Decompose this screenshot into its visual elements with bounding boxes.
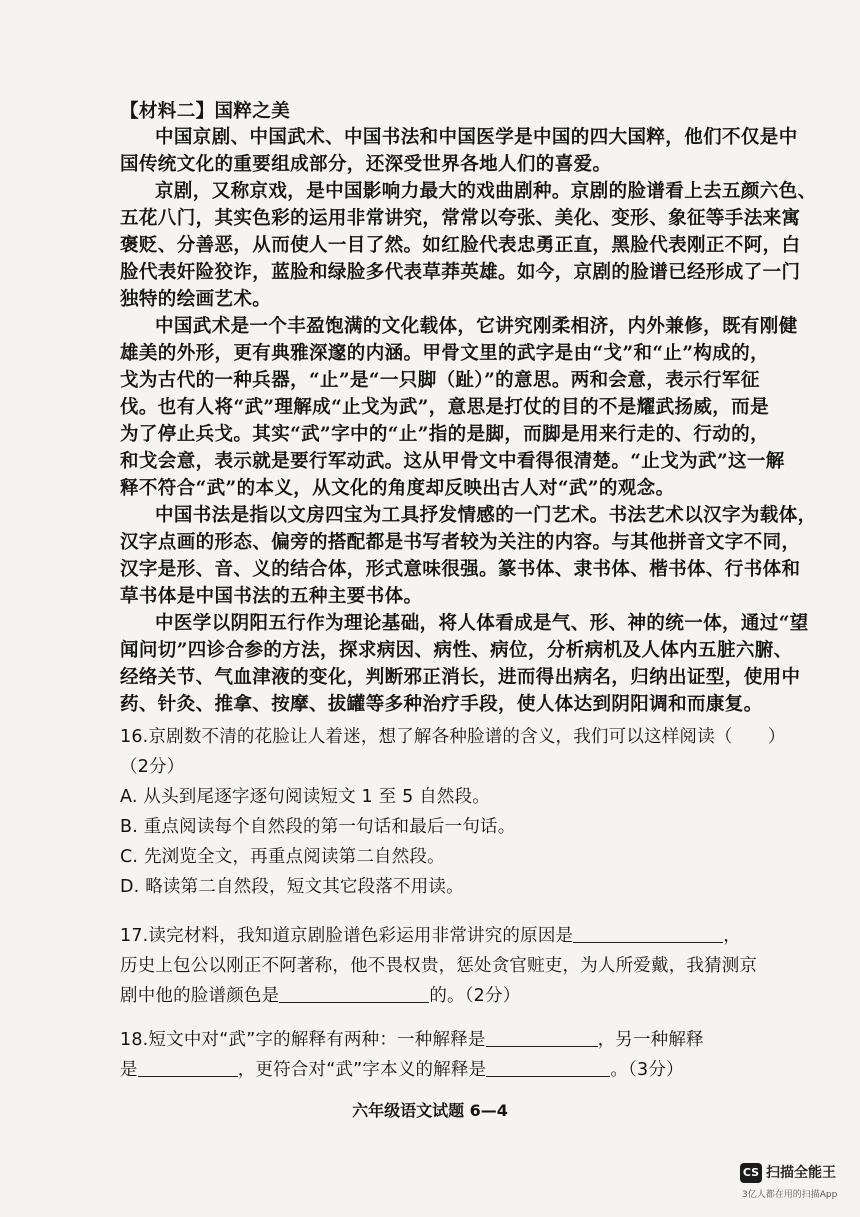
question-16-option-b: B. 重点阅读每个自然段的第一句话和最后一句话。 xyxy=(120,817,516,837)
scanner-logo-icon: CS xyxy=(740,1163,762,1183)
question-17-score: 的。（2分） xyxy=(429,986,521,1006)
question-17-blank-2[interactable] xyxy=(279,984,429,1003)
para-line: 中国书法是指以文房四宝为工具抒发情感的一门艺术。书法艺术以汉字为载体， xyxy=(155,505,817,526)
question-18-blank-3[interactable] xyxy=(486,1058,610,1077)
para-line: 为了停止兵戈。其实“武”字中的“止”指的是脚，而脚是用来行走的、行动的， xyxy=(120,424,769,445)
question-18-text: 是 xyxy=(120,1060,138,1080)
question-18-text: ，更符合对“武”字本义的解释是 xyxy=(237,1060,487,1080)
para-line: 中医学以阴阳五行作为理论基础，将人体看成是气、形、神的统一体，通过“望 xyxy=(155,613,809,634)
question-18-text: 18.短文中对“武”字的解释有两种：一种解释是 xyxy=(120,1030,486,1050)
para-line: 中国京剧、中国武术、中国书法和中国医学是中国的四大国粹，他们不仅是中 xyxy=(155,127,798,148)
para-line: 伐。也有人将“武”理解成“止戈为武”，意思是打仗的目的不是耀武扬威，而是 xyxy=(120,397,769,418)
para-line: 药、针灸、推拿、按摩、拔罐等多种治疗手段，使人体达到阴阳调和而康复。 xyxy=(120,694,763,715)
para-line: 脸代表奸险狡诈，蓝脸和绿脸多代表草莽英雄。如今，京剧的脸谱已经形成了一门 xyxy=(120,262,801,283)
scanner-tagline: 3亿人都在用的扫描App xyxy=(742,1190,838,1200)
para-line: 和戈会意，表示就是要行军动武。这从甲骨文中看得很清楚。“止戈为武”这一解 xyxy=(120,451,785,472)
para-line: 京剧，又称京戏，是中国影响力最大的戏曲剧种。京剧的脸谱看上去五颜六色、 xyxy=(155,181,817,202)
question-17-line-3 xyxy=(120,982,730,1010)
para-line: 戈为古代的一种兵器，“止”是“一只脚（趾）”的意思。两和会意，表示行军征 xyxy=(120,370,760,391)
question-17-text: 17.读完材料，我知道京剧脸谱色彩运用非常讲究的原因是 xyxy=(120,926,574,946)
question-18-text: ，另一种解释 xyxy=(597,1030,704,1050)
para-line: 经络关节、气血津液的变化，判断邪正消长，进而得出病名，归纳出证型，使用中 xyxy=(120,667,801,688)
question-17-line-2: 历史上包公以刚正不阿著称，他不畏权贵，惩处贪官赃吏，为人所爱戴，我猜测京 xyxy=(120,956,758,976)
para-line: 国传统文化的重要组成部分，还深受世界各地人们的喜爱。 xyxy=(120,154,612,175)
para-line: 汉字点画的形态、偏旁的搭配都是书写者较为关注的内容。与其他拼音文字不同， xyxy=(120,532,801,553)
para-line: 释不符合“武”的本义，从文化的角度却反映出古人对“武”的观念。 xyxy=(120,478,675,499)
scanner-watermark xyxy=(740,1163,844,1207)
para-line: 闻问切”四诊合参的方法，探求病因、病性、病位，分析病机及人体内五脏六腑、 xyxy=(120,640,793,661)
question-18-blank-2[interactable] xyxy=(138,1058,238,1077)
para-line: 草书体是中国书法的五种主要书体。 xyxy=(120,586,423,607)
section-heading: 【材料二】国粹之美 xyxy=(120,101,291,122)
para-line: 独特的绘画艺术。 xyxy=(120,289,272,310)
question-18-blank-1[interactable] xyxy=(486,1028,598,1047)
question-17-comma: ， xyxy=(723,926,741,946)
question-17-blank-1[interactable] xyxy=(573,924,723,943)
scanner-app-name: 扫描全能王 xyxy=(766,1165,836,1181)
question-17-text: 剧中他的脸谱颜色是 xyxy=(120,986,280,1006)
question-18-score: 。（3分） xyxy=(610,1060,684,1080)
question-16-score: （2分） xyxy=(120,757,185,777)
para-line: 汉字是形、音、义的结合体，形式意味很强。篆书体、隶书体、楷书体、行书体和 xyxy=(120,559,801,580)
para-line: 五花八门，其实色彩的运用非常讲究，常常以夸张、美化、变形、象征等手法来寓 xyxy=(120,208,801,229)
question-16-stem: 16.京剧数不清的花脸让人着迷，想了解各种脸谱的含义，我们可以这样阅读（ ） xyxy=(120,727,786,747)
question-16-option-a: A. 从头到尾逐字逐句阅读短文 1 至 5 自然段。 xyxy=(120,787,491,807)
question-16-option-c: C. 先浏览全文，再重点阅读第二自然段。 xyxy=(120,847,445,867)
page-footer: 六年级语文试题 6—4 xyxy=(352,1101,508,1120)
para-line: 雄美的外形，更有典雅深邃的内涵。甲骨文里的武字是由“戈”和“止”构成的， xyxy=(120,343,769,364)
question-18-line-1 xyxy=(120,1026,730,1054)
question-16-option-d: D. 略读第二自然段，短文其它段落不用读。 xyxy=(120,877,464,897)
question-17-line-1 xyxy=(120,922,741,950)
para-line: 中国武术是一个丰盈饱满的文化载体，它讲究刚柔相济，内外兼修，既有刚健 xyxy=(155,316,798,337)
para-line: 褒贬、分善恶，从而使人一目了然。如红脸代表忠勇正直，黑脸代表刚正不阿，白 xyxy=(120,235,801,256)
question-18-line-2 xyxy=(120,1056,730,1084)
